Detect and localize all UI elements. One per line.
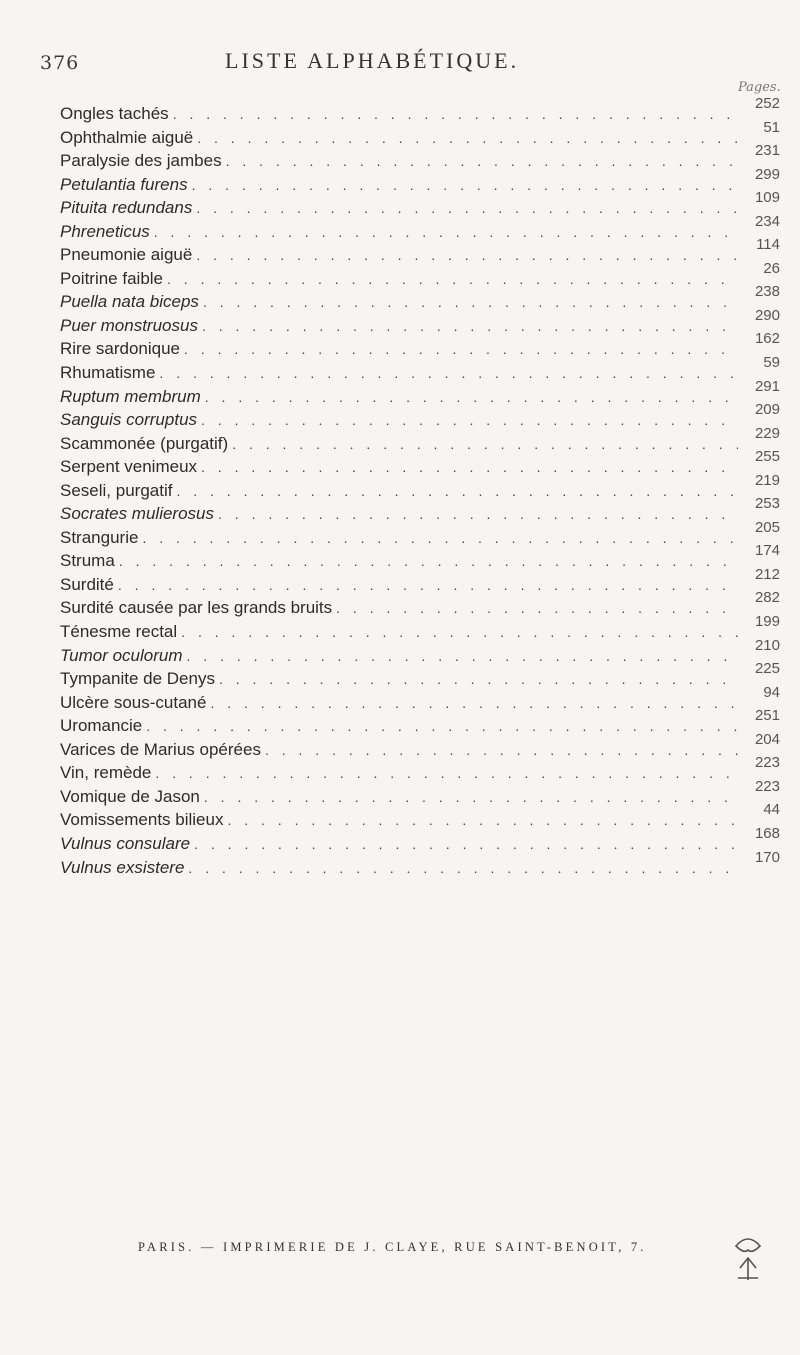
entry-term: Rhumatisme	[60, 363, 156, 383]
page-number: 376	[40, 52, 80, 74]
index-entry	[60, 259, 780, 293]
entry-page-number: 210	[754, 636, 780, 654]
entry-page-number: 234	[754, 212, 780, 230]
leader-dots	[210, 695, 738, 711]
index-entry	[60, 471, 780, 505]
entry-page-number: 59	[763, 354, 780, 372]
entry-page-number: 223	[754, 777, 780, 795]
leader-dots	[181, 624, 738, 640]
leader-dots	[187, 648, 739, 664]
leader-dots	[203, 294, 738, 310]
index-entry	[60, 377, 780, 411]
leader-dots	[202, 318, 738, 334]
leader-dots	[155, 765, 738, 781]
entry-term: Poitrine faible	[60, 268, 164, 288]
index-entry	[60, 730, 780, 764]
leader-dots	[197, 130, 738, 146]
index-entry	[60, 542, 780, 575]
entry-page-number: 253	[754, 495, 780, 513]
leader-dots	[232, 436, 738, 452]
entry-term: Seseli, purgatif	[60, 480, 173, 500]
leader-dots	[196, 247, 738, 263]
entry-term: Vomique de Jason	[60, 786, 200, 806]
entry-term: Sanguis corruptus	[60, 410, 198, 430]
entry-term: Ophthalmie aiguë	[60, 127, 194, 147]
index-entry	[60, 306, 780, 340]
entry-term: Ulcère sous-cutané	[60, 692, 207, 712]
entry-term: Tympanite de Denys	[60, 669, 215, 689]
entry-page-number: 26	[763, 259, 780, 277]
leader-dots	[227, 812, 738, 828]
index-entry	[60, 636, 780, 670]
entry-term: Phreneticus	[60, 221, 150, 241]
index-entry	[60, 330, 780, 363]
index-entry	[60, 683, 780, 717]
leader-dots	[201, 459, 738, 475]
leader-dots	[188, 860, 738, 876]
entry-page-number: 225	[754, 660, 780, 678]
leader-dots	[201, 412, 738, 428]
entry-term: Petulantia furens	[60, 174, 188, 194]
index-entry	[60, 236, 780, 269]
entry-page-number: 252	[754, 95, 780, 112]
index-entry	[60, 707, 780, 740]
running-head: LISTE ALPHABÉTIQUE.	[225, 48, 520, 73]
entry-term: Socrates mulierosus	[60, 504, 215, 524]
entry-page-number: 44	[763, 801, 780, 819]
index-entry	[60, 589, 780, 622]
entry-page-number: 205	[754, 518, 780, 536]
leader-dots	[176, 483, 738, 499]
leader-dots	[184, 341, 738, 357]
index-entry	[60, 283, 780, 316]
leader-dots	[218, 506, 738, 522]
entry-term: Surdité causée par les grands bruits	[60, 598, 333, 618]
entry-term: Struma	[60, 551, 115, 571]
index-list	[60, 95, 780, 881]
index-entry	[60, 495, 780, 528]
index-entry	[60, 401, 780, 434]
leader-dots	[118, 577, 738, 593]
entry-term: Vomissements bilieux	[60, 810, 224, 830]
entry-term: Ruptum membrum	[60, 386, 201, 406]
index-entry	[60, 565, 780, 599]
entry-term: Serpent venimeux	[60, 457, 198, 477]
entry-term: Tumor oculorum	[60, 645, 183, 665]
leader-dots	[142, 530, 738, 546]
entry-term: Pneumonie aiguë	[60, 245, 193, 265]
entry-term: Pituita redundans	[60, 198, 193, 218]
entry-term: Ténesme rectal	[60, 622, 178, 642]
entry-page-number: 282	[754, 589, 780, 607]
index-entry	[60, 212, 780, 246]
entry-page-number: 238	[754, 283, 780, 301]
index-entry	[60, 777, 780, 811]
entry-term: Ongles tachés	[60, 104, 169, 123]
pages-column-label: Pages.	[738, 80, 781, 95]
index-entry	[60, 754, 780, 787]
entry-term: Uromancie	[60, 716, 143, 736]
leader-dots	[159, 365, 738, 381]
index-entry	[60, 448, 780, 481]
leader-dots	[204, 789, 738, 805]
entry-term: Vin, remède	[60, 763, 152, 783]
leader-dots	[119, 553, 738, 569]
entry-term: Strangurie	[60, 527, 139, 547]
entry-term: Puella nata biceps	[60, 292, 199, 312]
leader-dots	[167, 271, 738, 287]
entry-term: Vulnus consulare	[60, 833, 191, 853]
leader-dots	[154, 224, 738, 240]
imprint-line: PARIS. — IMPRIMERIE DE J. CLAYE, RUE SAINT-BENOIT, 7.	[138, 1240, 647, 1254]
leader-dots	[173, 106, 738, 122]
leader-dots	[194, 836, 738, 852]
printer-ornament-icon	[728, 1228, 768, 1288]
entry-page-number: 174	[754, 542, 780, 560]
leader-dots	[265, 742, 738, 758]
index-entry	[60, 189, 780, 222]
index-entry	[60, 848, 780, 882]
entry-term: Rire sardonique	[60, 339, 181, 359]
index-entry	[60, 142, 780, 175]
entry-page-number: 231	[754, 142, 780, 160]
index-entry	[60, 424, 780, 458]
leader-dots	[192, 177, 738, 193]
entry-term: Paralysie des jambes	[60, 151, 222, 171]
index-entry	[60, 118, 780, 152]
entry-page-number: 255	[754, 448, 780, 466]
entry-page-number: 114	[756, 236, 780, 254]
index-entry	[60, 354, 780, 387]
entry-page-number: 209	[754, 401, 780, 419]
index-entry	[60, 824, 780, 858]
entry-page-number: 94	[763, 683, 780, 701]
entry-page-number: 251	[754, 707, 780, 725]
index-entry	[60, 165, 780, 199]
entry-page-number: 204	[754, 730, 780, 748]
leader-dots	[219, 671, 738, 687]
entry-page-number: 51	[763, 118, 780, 136]
entry-page-number: 291	[754, 377, 780, 395]
entry-page-number: 299	[754, 165, 780, 183]
entry-term: Surdité	[60, 574, 114, 594]
entry-page-number: 170	[754, 848, 780, 866]
entry-page-number: 212	[754, 565, 780, 583]
entry-page-number: 168	[754, 824, 780, 842]
index-entry	[60, 613, 780, 646]
entry-term: Vulnus exsistere	[60, 857, 185, 877]
entry-page-number: 290	[754, 306, 780, 324]
entry-page-number: 162	[754, 330, 780, 348]
entry-term: Varices de Marius opérées	[60, 739, 261, 759]
entry-page-number: 223	[754, 754, 780, 772]
entry-page-number: 219	[754, 471, 780, 489]
index-entry	[60, 95, 780, 128]
index-entry	[60, 518, 780, 552]
entry-term: Puer monstruosus	[60, 315, 198, 335]
leader-dots	[205, 389, 738, 405]
leader-dots	[146, 718, 738, 734]
leader-dots	[196, 200, 738, 216]
entry-term: Scammonée (purgatif)	[60, 433, 229, 453]
entry-page-number: 199	[754, 613, 780, 631]
leader-dots	[226, 153, 738, 169]
entry-page-number: 109	[754, 189, 780, 207]
entry-page-number: 229	[754, 424, 780, 442]
index-entry	[60, 801, 780, 834]
index-entry	[60, 660, 780, 693]
leader-dots	[336, 600, 738, 616]
